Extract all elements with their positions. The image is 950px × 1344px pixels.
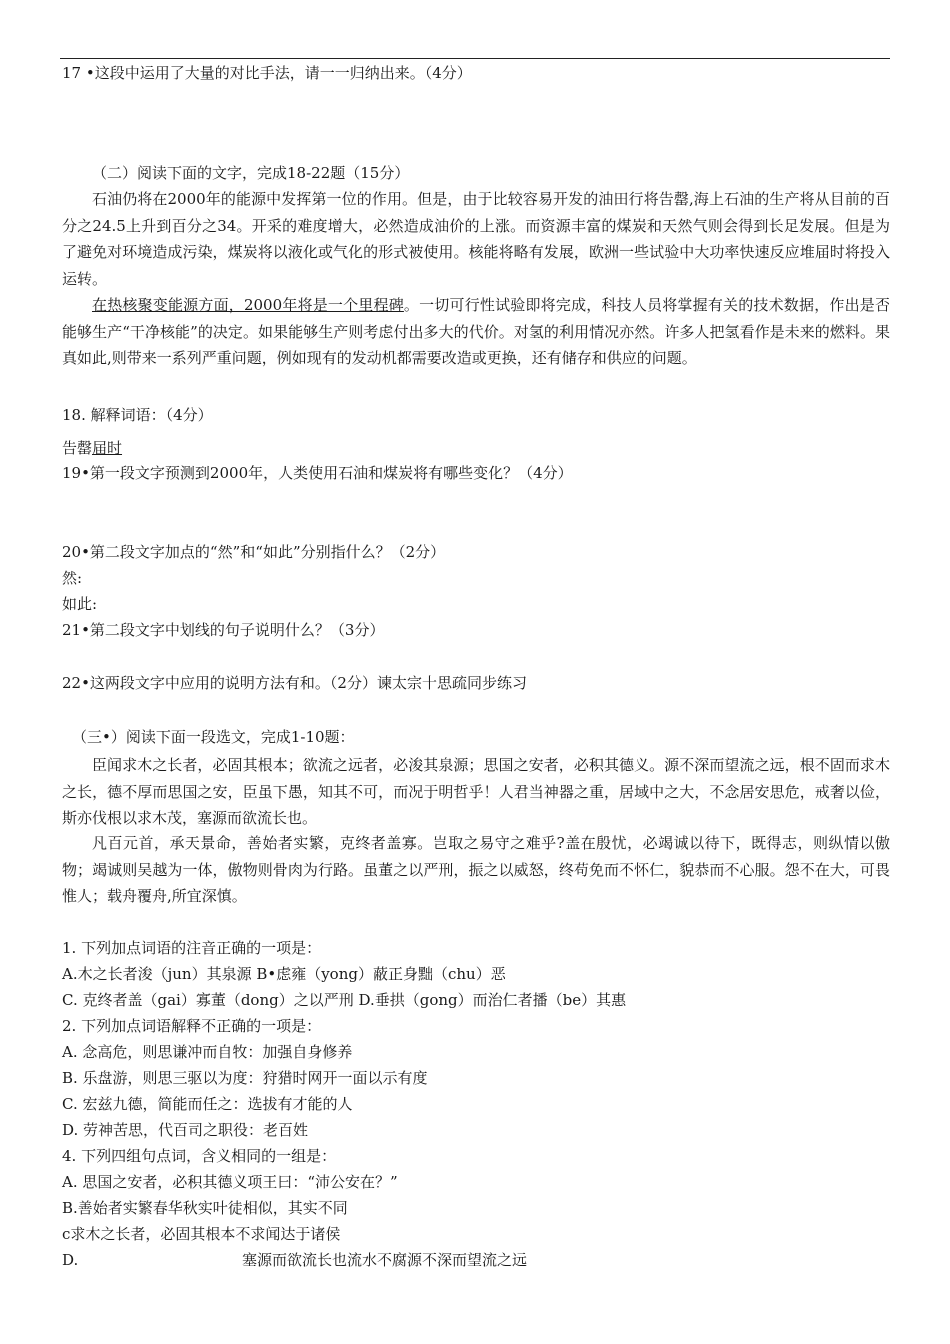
- underlined-sentence: 在热核聚变能源方面，2000年将是一个里程碑: [92, 296, 404, 314]
- question-4-option-c: c求木之长者，必固其根本不求闻达于诸侯: [62, 1225, 341, 1243]
- question-1: 1. 下列加点词语的注音正确的一项是：: [62, 939, 322, 957]
- paragraph-2-rest: 。一切可行性试验即将完成，科技人员将掌握有关的技术数据，作出是否能够生产“干净核能”的决定。如果能够生产则考虑付出多大的代价。对氢的利用情况亦然。许多人把氢看作是未来的燃料。果真如此,则带来一系列严重问题，例如现有的发动机都需要改造或更换，还有储存和供应的问题。: [62, 296, 890, 367]
- word-2: 届时: [92, 439, 123, 457]
- question-21: 21•第二段文字中划线的句子说明什么？（3分）: [62, 621, 385, 639]
- section-3-paragraph-1: 臣闻求木之长者，必固其根本；欲流之远者，必浚其泉源；思国之安者，必积其德义。源不深而望流之远，根不固而求木之长，德不厚而思国之安，臣虽下愚，知其不可，而况于明哲乎！人君当神器之重，居域中之大，不念居安思危，戒奢以俭，斯亦伐根以求木茂，塞源而欲流长也。: [62, 756, 890, 827]
- question-4-option-d-label: D.: [62, 1251, 79, 1269]
- question-22: 22•这两段文字中应用的说明方法有和。（2分）谏太宗十思疏同步练习: [62, 674, 527, 692]
- question-4: 4. 下列四组句点词，含义相同的一组是：: [62, 1147, 337, 1165]
- top-rule: [60, 58, 890, 59]
- section-3-paragraph-2: 凡百元首，承天景命，善始者实繁，克终者盖寡。岂取之易守之难乎?盖在殷忧，必竭诚以待下，既得志，则纵情以傲物；竭诚则吴越为一体，傲物则骨肉为行路。虽董之以严刑，振之以威怒，终苟免而不怀仁，貌恭而不心服。怨不在大，可畏惟人；载舟覆舟,所宜深慎。: [62, 834, 890, 905]
- section-3-heading: （三•）阅读下面一段选文，完成1-10题：: [72, 728, 355, 746]
- question-19: 19•第一段文字预测到2000年，人类使用石油和煤炭将有哪些变化？（4分）: [62, 464, 573, 482]
- question-2-option-a: A. 念高危，则思谦冲而自牧：加强自身修养: [62, 1043, 353, 1061]
- question-17: 17 •这段中运用了大量的对比手法，请一一归纳出来。（4分）: [62, 64, 472, 82]
- section-2-paragraph-2: [62, 292, 890, 372]
- question-20-answer-a: 然:: [62, 569, 83, 587]
- question-18-words: [62, 435, 122, 461]
- question-20: 20•第二段文字加点的“然”和“如此”分别指什么？（2分）: [62, 543, 446, 561]
- question-4-option-d-text: 塞源而欲流长也流水不腐源不深而望流之远: [242, 1251, 528, 1269]
- question-1-options-ab: A.木之长者浚（jun）其泉源 B•虑雍（yong）蔽正身黜（chu）恶: [62, 965, 506, 983]
- question-18: 18. 解释词语：（4分）: [62, 406, 213, 424]
- question-20-answer-b: 如此:: [62, 595, 98, 613]
- question-1-options-cd: C. 克终者盖（gai）寡董（dong）之以严刑 D.垂拱（gong）而治仁者播（be）其惠: [62, 991, 627, 1009]
- question-4-option-a: A. 思国之安者，必积其德义项王曰：“沛公安在？”: [62, 1173, 398, 1191]
- section-2-paragraph-1: 石油仍将在2000年的能源中发挥第一位的作用。但是，由于比较容易开发的油田行将告罄,海上石油的生产将从目前的百分之24.5上升到百分之34。开采的难度增大，必然造成油价的上涨。而资源丰富的煤炭和天然气则会得到长足发展。但是为了避免对环境造成污染，煤炭将以液化或气化的形式被使用。核能将略有发展，欧洲一些试验中大功率快速反应堆届时将投入运转。: [62, 190, 890, 288]
- question-2: 2. 下列加点词语解释不正确的一项是：: [62, 1017, 322, 1035]
- question-4-option-b: B.善始者实繁春华秋实叶徒相似，其实不同: [62, 1199, 348, 1217]
- question-2-option-c: C. 宏兹九德，简能而任之：选拔有才能的人: [62, 1095, 353, 1113]
- question-2-option-b: B. 乐盘游，则思三驱以为度：狩猎时网开一面以示有度: [62, 1069, 428, 1087]
- section-2-heading: （二）阅读下面的文字，完成18-22题（15分）: [92, 164, 410, 182]
- word-1: 告罄: [62, 439, 93, 457]
- question-2-option-d: D. 劳神苦思，代百司之职役：老百姓: [62, 1121, 309, 1139]
